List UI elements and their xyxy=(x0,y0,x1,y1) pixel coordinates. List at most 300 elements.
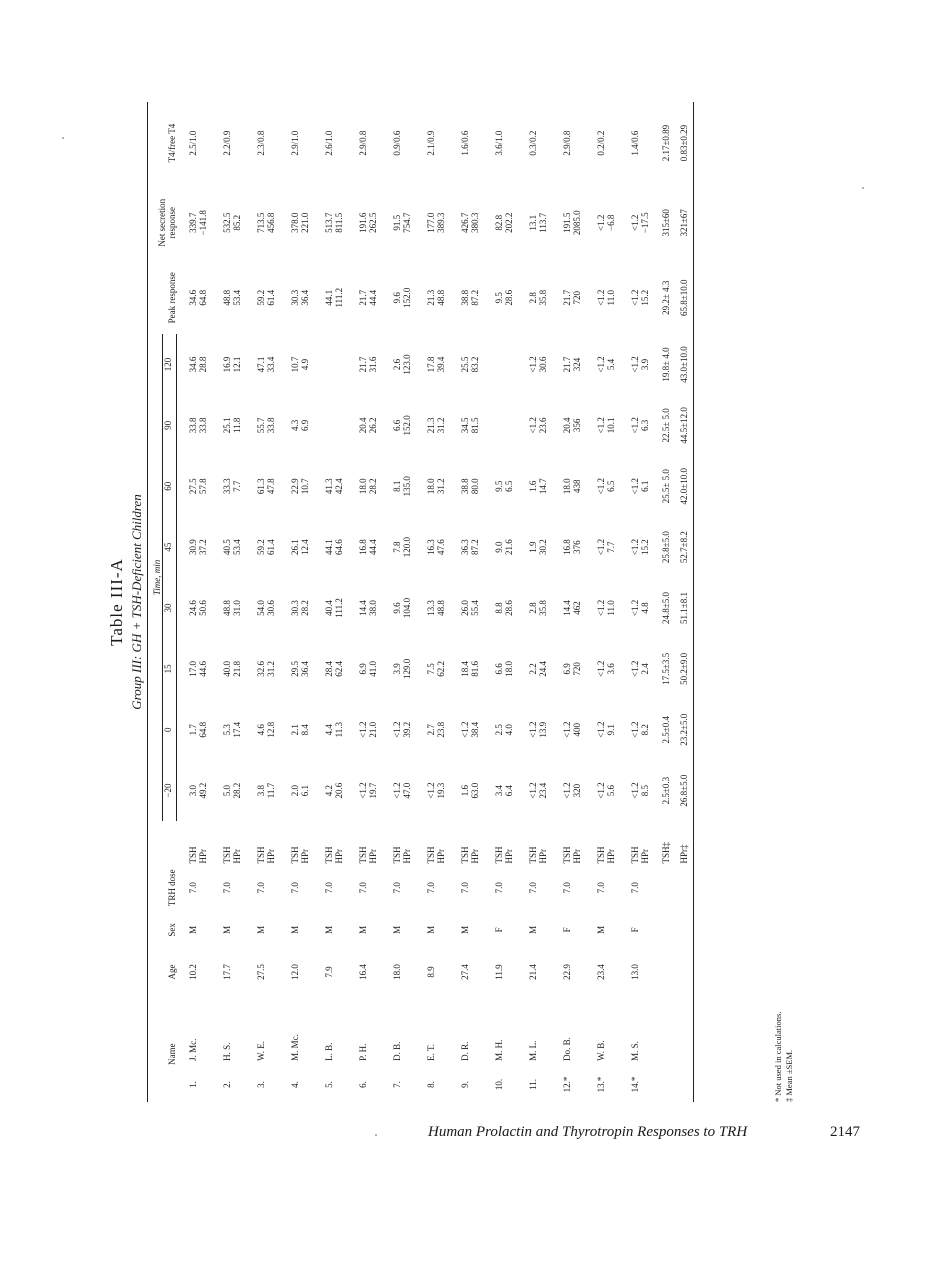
time-value-0 xyxy=(585,760,619,821)
time-value-1-line-0: <1.2 xyxy=(596,721,606,738)
time-value-5 xyxy=(211,456,245,517)
time-value-7-line-0: 34.6 xyxy=(188,356,198,373)
time-value-0 xyxy=(279,760,313,821)
hormone-labels-line-1: HPr xyxy=(266,848,276,864)
time-value-7-line-0: 2.6 xyxy=(392,358,402,371)
header-name: Name xyxy=(148,994,177,1067)
header-t4-free-t4: T4/free T4 xyxy=(148,102,177,184)
hormone-labels xyxy=(483,821,517,865)
time-value-3 xyxy=(245,578,279,639)
time-value-2 xyxy=(483,638,517,699)
time-value-2-line-1: 81.6 xyxy=(470,660,480,677)
time-value-4-line-1: 120.0 xyxy=(402,536,412,558)
patient-name: M. Mc. xyxy=(290,1034,300,1061)
time-value-5-line-1: 42.4 xyxy=(334,478,344,495)
running-footer: Human Prolactin and Thyrotropin Responses to TRH xyxy=(428,1124,748,1140)
hormone-labels-line-1: HPr xyxy=(606,848,616,864)
time-value-3-line-1: 28.6 xyxy=(504,600,514,616)
net-secretion xyxy=(449,184,483,261)
time-value-2-line-0: 17.0 xyxy=(188,660,198,677)
time-value-7-line-0: 25.5 xyxy=(460,356,470,373)
net-secretion xyxy=(347,184,381,261)
time-value-6 xyxy=(449,395,483,456)
table-row xyxy=(211,102,245,1102)
time-value-4 xyxy=(245,517,279,578)
patient-name: H. S. xyxy=(222,1042,232,1061)
header-time-5: 60 xyxy=(163,456,177,517)
header-age: Age xyxy=(148,950,177,994)
time-value-6 xyxy=(313,395,347,456)
time-value-7 xyxy=(449,334,483,395)
time-value-5-line-1: 28.2 xyxy=(368,478,378,495)
time-value-4-line-1: 376 xyxy=(572,540,582,554)
time-value-1-line-1: 8.2 xyxy=(640,724,650,736)
table-row xyxy=(177,102,212,1102)
table-subtitle: Group III: GH + TSH-Deficient Children xyxy=(129,494,144,710)
time-value-1 xyxy=(483,699,517,760)
time-value-6 xyxy=(347,395,381,456)
time-value-0-line-1: 20.6 xyxy=(334,782,344,799)
time-value-1-line-1: 11.3 xyxy=(334,722,344,738)
patient-age: 11.9 xyxy=(494,964,504,980)
net-secretion-line-1: 456.8 xyxy=(266,212,276,233)
time-value-6 xyxy=(619,395,653,456)
time-value-1-line-1: 23.8 xyxy=(436,721,446,738)
time-value-2-line-1: 2.4 xyxy=(640,663,650,675)
time-value-2-line-1: 720 xyxy=(572,662,582,676)
patient-name: J. Mc. xyxy=(187,1038,198,1061)
row-number: 2. xyxy=(222,1081,232,1088)
time-value-4 xyxy=(211,517,245,578)
time-value-1 xyxy=(449,699,483,760)
time-value-5-line-1: 47.8 xyxy=(266,478,276,495)
mean-value-0: 26.8±5.0 xyxy=(675,760,694,821)
time-value-3 xyxy=(585,578,619,639)
time-value-7-line-1: 324 xyxy=(572,357,582,372)
row-number: 14.* xyxy=(630,1076,640,1093)
trh-dose: 7.0 xyxy=(562,882,572,894)
time-value-0-line-1: 49.2 xyxy=(198,782,208,799)
time-value-6-line-0: 55.7 xyxy=(256,417,266,434)
time-value-2 xyxy=(449,638,483,699)
mean-value-5: 42.0±10.0 xyxy=(675,456,694,517)
time-value-2-line-1: 62.2 xyxy=(436,660,446,677)
patient-sex: F xyxy=(494,927,504,933)
patient-age: 16.4 xyxy=(358,964,368,980)
net-secretion-line-1: −141.8 xyxy=(197,210,208,236)
time-value-3-line-0: 54.0 xyxy=(256,600,266,616)
t4-ratio: 2.9/1.0 xyxy=(290,130,300,156)
peak-response-line-0: 21.7 xyxy=(562,289,572,306)
time-value-4-line-0: 16.3 xyxy=(426,539,436,555)
time-value-0 xyxy=(449,760,483,821)
time-value-5 xyxy=(381,456,415,517)
patient-age: 22.9 xyxy=(562,964,572,980)
net-secretion-line-0: 339.7 xyxy=(187,212,198,233)
patient-age: 13.0 xyxy=(630,964,640,980)
time-value-6-line-0: 20.4 xyxy=(562,417,572,434)
trh-dose: 7.0 xyxy=(392,882,402,894)
scan-speck xyxy=(862,187,864,189)
net-secretion-line-0: 532.5 xyxy=(222,212,232,233)
time-value-3 xyxy=(381,578,415,639)
patient-sex: M xyxy=(290,925,300,934)
hormone-labels-line-0: TSH xyxy=(256,846,266,864)
time-value-0 xyxy=(415,760,449,821)
time-value-1-line-0: 4.6 xyxy=(256,724,266,736)
net-secretion-line-0: 91.5 xyxy=(392,214,402,231)
time-value-6-line-1: 6.3 xyxy=(640,419,650,431)
peak-response-line-0: 38.8 xyxy=(460,289,470,306)
time-value-6-line-1: 6.9 xyxy=(300,419,310,431)
time-value-0-line-1: 23.4 xyxy=(538,782,548,799)
time-value-3-line-1: 28.2 xyxy=(300,600,310,616)
time-value-1 xyxy=(517,699,551,760)
time-value-4-line-1: 47.6 xyxy=(436,539,446,555)
time-value-7-line-0: <1.2 xyxy=(528,356,538,373)
peak-response xyxy=(211,261,245,334)
time-value-3-line-0: 13.3 xyxy=(426,600,436,616)
row-number: 7. xyxy=(392,1081,402,1088)
time-value-0-line-0: 4.2 xyxy=(324,784,334,797)
time-value-0-line-1: 19.3 xyxy=(436,782,446,799)
net-secretion-line-0: 13.1 xyxy=(528,214,538,231)
time-value-2-line-1: 44.6 xyxy=(198,660,208,677)
patient-name: M. S. xyxy=(630,1041,640,1061)
time-value-0-line-1: 11.7 xyxy=(266,782,276,799)
peak-response xyxy=(313,261,347,334)
net-secretion-line-0: 378.0 xyxy=(290,212,300,233)
time-value-7-line-0: 47.1 xyxy=(256,356,266,373)
time-value-4 xyxy=(585,517,619,578)
time-value-2 xyxy=(245,638,279,699)
table-row xyxy=(517,102,551,1102)
time-value-3 xyxy=(313,578,347,639)
hormone-labels xyxy=(211,821,245,865)
row-number: 11. xyxy=(528,1078,538,1090)
time-value-3-line-1: 11.0 xyxy=(606,600,616,616)
hormone-labels-line-0: TSH xyxy=(392,846,402,864)
time-value-3-line-1: 4.8 xyxy=(640,602,650,614)
time-value-4-line-0: 1.9 xyxy=(528,541,538,553)
time-value-2-line-1: 24.4 xyxy=(538,660,548,677)
time-value-7-line-1: 123.0 xyxy=(402,354,412,375)
time-value-1 xyxy=(177,699,212,760)
mean-value-2: 50.2±9.0 xyxy=(675,638,694,699)
time-value-0-line-1: 28.2 xyxy=(232,782,242,799)
time-value-3-line-1: 35.8 xyxy=(538,600,548,616)
peak-response xyxy=(279,261,313,334)
net-secretion-line-0: <1.2 xyxy=(630,214,640,231)
time-value-4-line-0: 26.1 xyxy=(290,539,300,555)
time-value-0-line-1: 8.5 xyxy=(640,784,650,797)
time-value-7-line-1: 83.2 xyxy=(470,356,480,373)
time-value-0 xyxy=(619,760,653,821)
time-value-4-line-0: 59.2 xyxy=(256,539,266,555)
time-value-3-line-1: 50.6 xyxy=(198,600,208,616)
time-value-4-line-0: 36.3 xyxy=(460,539,470,555)
hormone-labels xyxy=(517,821,551,865)
time-value-6 xyxy=(245,395,279,456)
time-value-0-line-0: <1.2 xyxy=(358,782,368,799)
trh-dose: 7.0 xyxy=(460,882,470,894)
time-value-5 xyxy=(245,456,279,517)
t4-ratio: 1.4/0.6 xyxy=(630,130,640,156)
trh-dose: 7.0 xyxy=(358,882,368,894)
time-value-0-line-1: 320 xyxy=(572,783,582,798)
peak-response-line-0: 59.2 xyxy=(256,289,266,306)
time-value-1-line-0: 5.3 xyxy=(222,724,232,736)
time-value-2-line-0: 29.5 xyxy=(290,660,300,677)
time-value-0 xyxy=(245,760,279,821)
time-value-5-line-0: 18.0 xyxy=(358,478,368,495)
time-value-6-line-1: 33.8 xyxy=(198,417,208,434)
hormone-labels-line-1: HPr xyxy=(334,848,344,864)
net-secretion-line-1: 389.3 xyxy=(436,212,446,233)
patient-age: 27.4 xyxy=(460,964,470,980)
hormone-labels xyxy=(551,821,585,865)
hormone-labels xyxy=(347,821,381,865)
scan-speck xyxy=(375,1134,377,1136)
time-value-0 xyxy=(381,760,415,821)
time-value-5-line-0: 38.8 xyxy=(460,478,470,495)
time-value-6 xyxy=(517,395,551,456)
time-value-2-line-0: 6.9 xyxy=(358,663,368,675)
time-value-7-line-1: 30.6 xyxy=(538,356,548,373)
time-value-2 xyxy=(279,638,313,699)
time-value-1-line-1: 13.9 xyxy=(538,721,548,738)
patient-name: Do. B. xyxy=(562,1037,572,1061)
time-value-4 xyxy=(517,517,551,578)
time-value-2-line-0: 3.9 xyxy=(392,663,402,675)
net-secretion xyxy=(279,184,313,261)
time-value-7 xyxy=(619,334,653,395)
time-value-2-line-1: 31.2 xyxy=(266,660,276,677)
table-row xyxy=(245,102,279,1102)
net-secretion-line-1: 113.7 xyxy=(538,212,548,233)
time-value-7-line-0: 21.7 xyxy=(562,356,572,373)
time-value-4-line-1: 44.4 xyxy=(368,539,378,555)
hormone-labels xyxy=(415,821,449,865)
time-value-4-line-0: 40.5 xyxy=(222,539,232,555)
time-value-1 xyxy=(551,699,585,760)
time-value-5-line-0: <1.2 xyxy=(596,478,606,495)
time-value-3 xyxy=(551,578,585,639)
time-value-1-line-0: 4.4 xyxy=(324,724,334,736)
peak-response-line-1: 64.8 xyxy=(197,289,208,306)
time-value-1-line-1: 4.0 xyxy=(504,724,514,736)
trh-dose: 7.0 xyxy=(630,882,640,894)
time-value-1-line-0: <1.2 xyxy=(630,721,640,738)
time-value-5-line-0: 61.3 xyxy=(256,478,266,495)
hormone-labels xyxy=(585,821,619,865)
patient-name: D. B. xyxy=(392,1041,402,1061)
t4-ratio: 2.5/1.0 xyxy=(187,130,198,156)
time-value-3 xyxy=(415,578,449,639)
row-number: 12.* xyxy=(562,1076,572,1093)
footnote-not-used: * Not used in calculations. xyxy=(773,1011,783,1102)
row-number: 13.* xyxy=(596,1076,606,1093)
net-secretion xyxy=(381,184,415,261)
net-secretion-line-0: 82.8 xyxy=(494,214,504,231)
time-value-2 xyxy=(517,638,551,699)
time-value-6-line-1: 81.5 xyxy=(470,417,480,434)
patient-age: 10.2 xyxy=(187,964,198,980)
time-value-4-line-0: 44.1 xyxy=(324,539,334,555)
trh-dose: 7.0 xyxy=(528,882,538,894)
time-value-5 xyxy=(415,456,449,517)
time-value-0 xyxy=(551,760,585,821)
table-row xyxy=(619,102,653,1102)
time-value-1-line-1: 8.4 xyxy=(300,724,310,736)
patient-name: P. H. xyxy=(358,1043,368,1061)
time-value-2 xyxy=(381,638,415,699)
time-value-2 xyxy=(585,638,619,699)
time-value-7 xyxy=(177,334,212,395)
time-value-4-line-0: 16.8 xyxy=(562,539,572,555)
net-secretion-line-1: 85.2 xyxy=(232,214,242,231)
net-secretion-line-0: <1.2 xyxy=(596,214,606,231)
peak-response xyxy=(585,261,619,334)
hormone-labels-line-0: TSH xyxy=(460,846,470,864)
time-value-0-line-1: 47.0 xyxy=(402,782,412,799)
time-value-0-line-1: 63.0 xyxy=(470,782,480,799)
time-value-3-line-0: 48.8 xyxy=(222,600,232,616)
net-secretion-line-1: 754.7 xyxy=(402,212,412,233)
time-value-0-line-0: <1.2 xyxy=(562,782,572,799)
time-value-2-line-1: 18.0 xyxy=(504,660,514,677)
time-value-4 xyxy=(619,517,653,578)
time-value-6 xyxy=(177,395,212,456)
time-value-1 xyxy=(245,699,279,760)
time-value-1-line-0: 2.7 xyxy=(426,724,436,736)
time-value-1 xyxy=(585,699,619,760)
time-value-0-line-0: <1.2 xyxy=(528,782,538,799)
time-value-6-line-0: 33.8 xyxy=(188,417,198,434)
patient-age: 7.9 xyxy=(324,966,334,978)
row-number: 6. xyxy=(358,1081,368,1088)
net-secretion-line-1: 2085.0 xyxy=(572,210,582,236)
hormone-labels-line-1: HPr xyxy=(538,848,548,864)
patient-age: 27.5 xyxy=(256,964,266,980)
hormone-labels-line-1: HPr xyxy=(368,848,378,864)
peak-response-line-1: 44.4 xyxy=(368,289,378,306)
time-value-1-line-1: 9.1 xyxy=(606,724,616,736)
time-value-3-line-0: 14.4 xyxy=(358,600,368,616)
trh-dose: 7.0 xyxy=(256,882,266,894)
time-value-3-line-0: 40.4 xyxy=(324,600,334,616)
patient-age: 17.7 xyxy=(222,964,232,980)
hormone-labels xyxy=(449,821,483,865)
time-value-3-line-0: 26.0 xyxy=(460,600,470,616)
time-value-0-line-1: 6.4 xyxy=(504,784,514,797)
hormone-labels-line-0: TSH xyxy=(324,846,334,864)
time-value-7-line-0: <1.2 xyxy=(596,356,606,373)
time-value-7-line-1: 5.4 xyxy=(606,358,616,371)
time-value-6-line-1: 11.8 xyxy=(232,417,242,434)
peak-response xyxy=(551,261,585,334)
time-value-5-line-0: 22.9 xyxy=(290,478,300,495)
peak-response-line-1: 87.2 xyxy=(470,289,480,306)
time-value-2-line-0: 28.4 xyxy=(324,660,334,677)
hormone-labels-line-1: HPr xyxy=(300,848,310,864)
net-secretion-line-0: 177.0 xyxy=(426,212,436,233)
hormone-labels xyxy=(313,821,347,865)
time-value-6-line-1: 152.0 xyxy=(402,415,412,436)
time-value-4 xyxy=(177,517,212,578)
scan-speck xyxy=(62,137,64,139)
time-value-3 xyxy=(619,578,653,639)
time-value-3 xyxy=(347,578,381,639)
peak-response-line-1: 53.4 xyxy=(232,289,242,306)
time-value-7 xyxy=(211,334,245,395)
time-value-3 xyxy=(211,578,245,639)
row-number: 4. xyxy=(290,1081,300,1088)
time-value-2-line-1: 21.8 xyxy=(232,660,242,677)
time-value-5-line-0: 8.1 xyxy=(392,480,402,492)
trh-dose: 7.0 xyxy=(324,882,334,894)
hormone-labels-line-0: TSH xyxy=(222,846,232,864)
time-value-1-line-1: 12.8 xyxy=(266,721,276,738)
time-value-1-line-1: 400 xyxy=(572,722,582,737)
time-value-1-line-0: 2.5 xyxy=(494,724,504,736)
time-value-4 xyxy=(381,517,415,578)
row-number: 3. xyxy=(256,1081,266,1088)
mean-value-3: 51.1±8.1 xyxy=(675,578,694,639)
time-value-2-line-1: 41.0 xyxy=(368,660,378,677)
time-value-5-line-1: 6.1 xyxy=(640,480,650,492)
time-value-6 xyxy=(551,395,585,456)
time-value-4 xyxy=(313,517,347,578)
trh-dose: 7.0 xyxy=(494,882,504,894)
time-value-1-line-0: <1.2 xyxy=(562,721,572,738)
time-value-2-line-0: <1.2 xyxy=(596,660,606,677)
header-time-group xyxy=(148,334,163,821)
hormone-labels-line-1: HPr xyxy=(470,848,480,864)
mean-value-4: 25.8±5.0 xyxy=(661,531,671,564)
patient-name: W. B. xyxy=(596,1040,606,1061)
peak-response xyxy=(449,261,483,334)
time-value-7 xyxy=(585,334,619,395)
hormone-labels-line-0: TSH xyxy=(358,846,368,864)
header-number xyxy=(148,1067,177,1102)
mean-value-3: 24.8±5.0 xyxy=(661,591,671,624)
mean-value-10: 2.17±0.89 xyxy=(661,124,671,162)
time-value-3 xyxy=(177,578,212,639)
time-value-2-line-0: <1.2 xyxy=(630,660,640,677)
time-value-0-line-0: <1.2 xyxy=(630,782,640,799)
hormone-labels-line-1: HPr xyxy=(197,848,208,864)
time-value-1-line-1: 17.4 xyxy=(232,721,242,738)
time-value-3-line-1: 104.0 xyxy=(402,597,412,619)
header-net-secretion: Net secretion response xyxy=(148,184,177,261)
time-value-3-line-1: 30.6 xyxy=(266,600,276,616)
mean-value-6: 44.5±12.0 xyxy=(675,395,694,456)
time-value-3-line-1: 55.4 xyxy=(470,600,480,616)
time-value-0-line-0: <1.2 xyxy=(392,782,402,799)
peak-response-line-1: 15.2 xyxy=(640,289,650,306)
header-time-7: 120 xyxy=(163,334,177,395)
net-secretion-line-0: 426.7 xyxy=(460,212,470,233)
header-blank xyxy=(148,821,177,865)
net-secretion-line-1: −17.5 xyxy=(640,212,650,234)
patient-name: M. H. xyxy=(494,1039,504,1061)
data-table xyxy=(147,102,694,1102)
time-value-6-line-1: 26.2 xyxy=(368,417,378,434)
net-secretion xyxy=(177,184,212,261)
hormone-labels-line-0: TSH xyxy=(528,846,538,864)
time-value-7-line-0: <1.2 xyxy=(630,356,640,373)
